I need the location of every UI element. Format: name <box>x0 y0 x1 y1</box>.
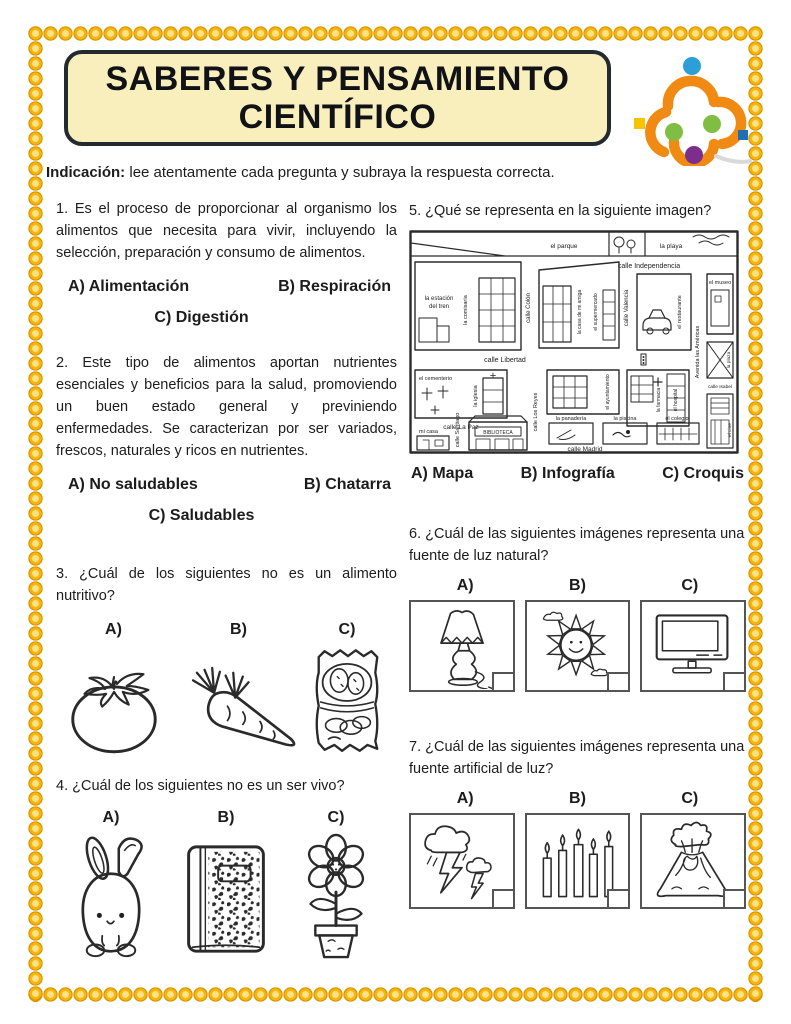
map-label-cine: el cine <box>728 423 733 437</box>
map-label-la-paz: calle La Paz <box>443 424 479 432</box>
right-column <box>409 200 746 909</box>
map-label-isabel: calle Isabel <box>708 385 732 391</box>
map-label-iglesia: la iglesia <box>473 385 479 407</box>
q3-letter-b[interactable]: B) <box>230 621 247 639</box>
map-label-colegio: el colegio <box>665 416 689 423</box>
tomato-icon[interactable] <box>60 661 168 759</box>
map-label-restaurante: el restaurante <box>677 295 683 329</box>
page-title-line1: SABERES Y PENSAMIENTO <box>105 59 570 98</box>
question-7-text: 7. ¿Cuál de las siguientes imágenes representa una fuente artificial de luz? <box>409 739 745 778</box>
q4-letter-a[interactable]: A) <box>102 809 120 827</box>
map-label-independencia: calle Independencia <box>617 263 681 271</box>
q1-option-b[interactable]: B) Respiración <box>278 278 391 296</box>
map-label-libertad: calle Libertad <box>484 357 526 365</box>
question-2-text: 2. Este tipo de alimentos aportan nutrientes esenciales y beneficios para la salud, promoviendo un buen estado general y previniendo enfermedades. Se caracterizan por ser variados, frescos, naturales y ricos en nutrientes. <box>56 355 397 460</box>
map-label-estacion-2: del tren <box>428 304 450 311</box>
question-1-text: 1. Es el proceso de proporcionar al organismo los alimentos que necesita para vivir, incluyendo la selección, preparación y consumo de alimentos. <box>56 201 397 262</box>
q7-option-a-box[interactable] <box>409 813 515 909</box>
storm-cloud-lightning-icon <box>412 816 512 906</box>
map-label-museo: el museo <box>708 280 732 287</box>
volcano-icon <box>643 816 743 906</box>
map-label-parque: el parque <box>550 243 578 251</box>
instruction-text: lee atentamente cada pregunta y subraya la respuesta correcta. <box>125 164 555 181</box>
map-label-mi-casa: mi casa <box>419 429 438 436</box>
television-icon <box>643 603 743 689</box>
carrot-icon[interactable] <box>172 663 306 759</box>
q5-option-b[interactable]: B) Infografía <box>520 465 615 483</box>
q7-letter-a[interactable]: A) <box>456 790 474 808</box>
map-label-biblioteca: BIBLIOTECA <box>483 430 513 437</box>
instruction-label: Indicación: <box>46 164 126 181</box>
map-label-cementerio: el cementerio <box>419 376 453 383</box>
map-label-playa: la playa <box>659 243 683 251</box>
page-title-line2: CIENTÍFICO <box>238 98 437 136</box>
q4-letter-b[interactable]: B) <box>217 809 235 827</box>
q6-option-b-box[interactable] <box>525 600 631 692</box>
q6-letter-a[interactable]: A) <box>456 577 474 595</box>
candles-icon <box>528 816 628 906</box>
map-label-colon: calle Colón <box>526 293 532 323</box>
map-label-farmacia: la farmacia <box>656 387 662 413</box>
q6-option-a-box[interactable] <box>409 600 515 692</box>
table-lamp-icon <box>412 603 512 689</box>
map-label-comisaria: la comisaría <box>463 295 469 325</box>
map-label-supermercado: el supermercado <box>593 293 599 331</box>
bag-of-chips-icon[interactable] <box>307 643 387 759</box>
q7-option-c-box[interactable] <box>640 813 746 909</box>
instruction-line <box>46 164 686 181</box>
q7-option-b-box[interactable] <box>525 813 631 909</box>
town-map-image <box>409 230 739 454</box>
question-5-text: 5. ¿Qué se representa en la siguiente imagen? <box>409 203 712 219</box>
map-label-americas: Avenida las Américas <box>695 325 701 379</box>
sun-icon <box>528 603 628 689</box>
question-4-text: 4. ¿Cuál de los siguientes no es un ser vivo? <box>56 778 345 795</box>
q6-option-c-box[interactable] <box>640 600 746 692</box>
q5-option-c[interactable]: C) Croquis <box>662 465 744 483</box>
map-label-piscina: la piscina <box>613 416 637 423</box>
map-label-hospital: el hospital <box>673 388 679 412</box>
title-banner <box>64 50 611 146</box>
map-label-valencia: calle Valencia <box>624 289 630 327</box>
q7-letter-b[interactable]: B) <box>569 790 586 808</box>
map-label-los-reyes: calle Los Reyes <box>533 392 539 432</box>
q3-letter-a[interactable]: A) <box>105 621 122 639</box>
potted-flower-icon[interactable] <box>288 831 384 961</box>
map-label-santiago: calle Santiago <box>455 412 461 448</box>
map-label-panaderia: la panadería <box>555 416 587 423</box>
q1-option-c[interactable]: C) Digestión <box>154 309 249 327</box>
q6-letter-b[interactable]: B) <box>569 577 586 595</box>
map-label-casa-amiga: la casa de mi amiga <box>577 289 583 335</box>
q6-letter-c[interactable]: C) <box>681 577 699 595</box>
map-label-madrid: calle Madrid <box>567 446 603 454</box>
q4-letter-c[interactable]: C) <box>327 809 345 827</box>
q2-option-c[interactable]: C) Saludables <box>148 507 255 525</box>
question-6-text: 6. ¿Cuál de las siguientes imágenes representa una fuente de luz natural? <box>409 526 745 565</box>
left-column <box>56 198 397 961</box>
q3-letter-c[interactable]: C) <box>338 621 356 639</box>
map-label-plaza: la plaza <box>727 351 732 369</box>
rabbit-icon[interactable] <box>61 833 161 961</box>
q5-option-a[interactable]: A) Mapa <box>411 465 474 483</box>
question-3-text: 3. ¿Cuál de los siguientes no es un alimento nutritivo? <box>56 566 397 605</box>
map-label-ayuntamiento: el ayuntamiento <box>605 374 611 410</box>
q2-option-a[interactable]: A) No saludables <box>68 476 198 494</box>
map-label-estacion-1: la estación <box>424 296 454 303</box>
notebook-icon[interactable] <box>179 841 273 961</box>
q7-letter-c[interactable]: C) <box>681 790 699 808</box>
q2-option-b[interactable]: B) Chatarra <box>303 476 391 494</box>
q1-option-a[interactable]: A) Alimentación <box>68 278 190 296</box>
school-program-logo-icon <box>630 48 752 166</box>
